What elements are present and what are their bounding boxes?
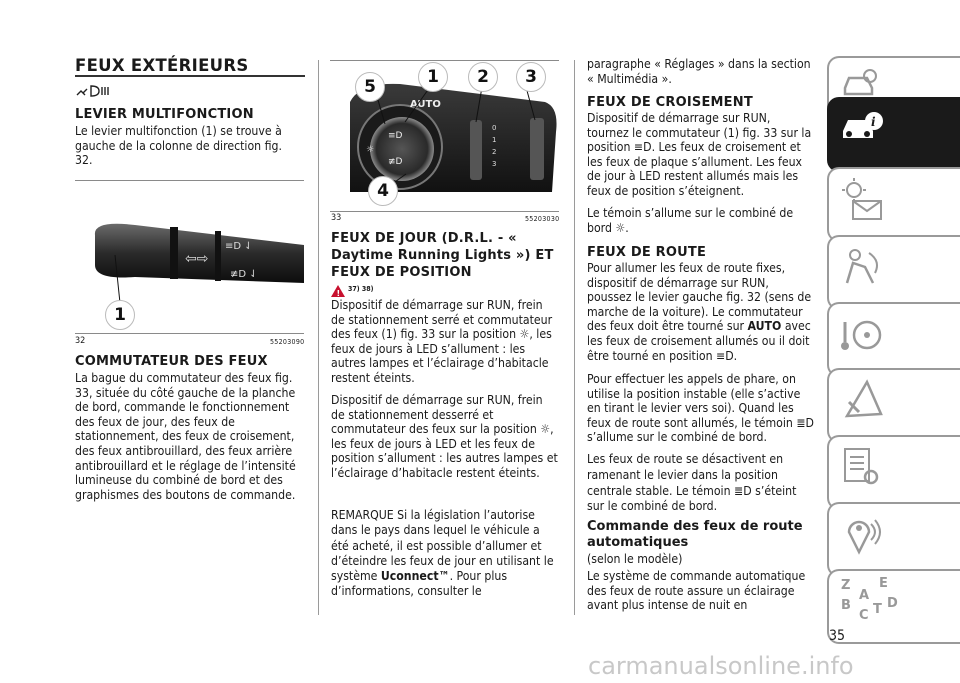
switch-heading: COMMUTATEUR DES FEUX	[75, 354, 268, 369]
car-info-active-icon	[839, 105, 885, 145]
svg-text:A: A	[859, 588, 870, 603]
driving-icon	[839, 310, 885, 360]
auto-label: AUTO	[747, 319, 782, 334]
low-beam-paragraph-1	[587, 111, 815, 199]
low-beam-icon	[75, 83, 111, 103]
figure-rule	[330, 60, 559, 61]
figure-rule	[75, 333, 304, 334]
svg-text:C: C	[859, 608, 869, 623]
auto-high-beam-heading: Commande des feux de route automatiques	[587, 519, 803, 550]
low-beam-paragraph-2	[587, 206, 815, 235]
figure-32	[75, 185, 304, 330]
tab-index[interactable]	[827, 569, 960, 644]
drl-heading: FEUX DE JOUR (D.R.L. - « Daytime Running Lights ») ET FEUX DE POSITION	[331, 231, 554, 280]
fig33-callout-2: 2	[468, 62, 498, 92]
tab-driving[interactable]	[827, 302, 960, 377]
multimedia-icon	[839, 510, 885, 560]
fig33-ref: 55203030	[525, 215, 560, 223]
figure-rule	[75, 180, 304, 181]
tab-emergency[interactable]	[827, 368, 960, 443]
watermark: carmanualsonline.info	[588, 652, 854, 680]
high-text-b: avec les feux de croisement allumés ou il doit être tourné en position	[587, 319, 811, 363]
warning-refs: 37) 38)	[348, 285, 374, 293]
drl-paragraph-1: Dispositif de démarrage sur RUN, frein de stationnement serré et commutateur des feux (1) fig. 33 sur la position ⁠☼⁠, les feux de jours à LED s’allument : les autres lampes et l’éclairage d’habitacle restent éteints.	[331, 298, 553, 385]
high-beam-icon: ≣D	[734, 483, 752, 498]
fig33-callout-5: 5	[355, 72, 385, 102]
high-beam-icon: ≣D	[796, 415, 814, 430]
low-text-b: . Les feux de croisement et les feux de plaque s’allument. Les feux de jour à LED restent allumés mais les feux de position s’éteignent.	[587, 140, 803, 198]
fig32-ref: 55203090	[270, 338, 305, 346]
right-paragraph-0: paragraphe « Réglages » dans la section « Multimédia ».	[587, 57, 811, 86]
high-text-a: Pour allumer les feux de route fixes, dispositif de démarrage sur RUN, poussez le levier gauche fig. 32 (sens de marche de la voiture). Le commutateur des feux doit être tourné sur	[587, 261, 812, 334]
drl-paragraph-2: Dispositif de démarrage sur RUN, frein de stationnement desserré et commutateur des feux sur la position ☼, les feux de jours à LED et les feux de position s’allument : les autres lampes et l’éclairage d’habitacle restent éteints.	[331, 393, 558, 480]
figure-33	[330, 62, 559, 210]
page-title: FEUX EXTÉRIEURS	[75, 56, 249, 75]
high-text-c: Pour effectuer les appels de phare, on utilise la position instable (elle s’active en tirant le levier vers soi). Quand les feux de route sont allumés, le témoin	[587, 372, 801, 430]
svg-text:Z: Z	[841, 578, 851, 593]
svg-text:!: !	[336, 289, 341, 297]
figure-rule	[330, 211, 559, 212]
svg-text:≢D ⇃: ≢D ⇃	[230, 269, 258, 280]
high-beam-paragraph-1	[587, 261, 815, 363]
svg-text:B: B	[841, 598, 851, 613]
svg-text:≡D ⇃: ≡D ⇃	[225, 241, 253, 252]
note-text-end: . Pour plus d’informations, consulter le	[331, 569, 508, 599]
fig32-number: 32	[75, 336, 86, 346]
low-text-a: Dispositif de démarrage sur RUN, tournez le commutateur (1) fig. 33 sur la position	[587, 111, 812, 155]
svg-text:2: 2	[492, 148, 497, 156]
lever-heading: LEVIER MULTIFONCTION	[75, 107, 254, 122]
switch-text: La bague du commutateur des feux fig. 33, située du côté gauche de la planche de bord, commande le fonctionnement des feux de jour, des feux de stationnement, des feux de croisement, des feux antibrouillard, des feux arrière antibrouillard et le réglage de l’intensité lumineuse du combiné de bord et des graphismes des boutons de commande.	[75, 371, 296, 502]
index-icon	[839, 577, 899, 627]
tab-maintenance[interactable]	[827, 435, 960, 510]
high-beam-paragraph-3	[587, 452, 815, 515]
tab-multimedia[interactable]	[827, 502, 960, 577]
high-beam-paragraph-2	[587, 372, 815, 445]
svg-text:≡D: ≡D	[388, 131, 403, 141]
column-divider	[318, 60, 319, 615]
high-text-f: s’éteint sur le combiné de bord.	[587, 483, 797, 514]
page-number: 35	[829, 628, 846, 644]
svg-text:E: E	[879, 577, 888, 591]
svg-text:⇦⇨: ⇦⇨	[185, 251, 209, 267]
svg-text:3: 3	[492, 160, 497, 168]
maintenance-icon	[839, 443, 885, 493]
fig33-callout-1: 1	[418, 62, 448, 92]
emergency-icon	[839, 376, 885, 426]
low-beam-heading: FEUX DE CROISEMENT	[587, 95, 753, 110]
lever-text: Le levier multifonction (1) se trouve à gauche de la colonne de direction fig. 32.	[75, 124, 282, 168]
auto-high-beam-paragraph: Le système de commande automatique des feux de route assure un éclairage avant plus intense de nuit en	[587, 569, 806, 613]
svg-text:T: T	[873, 602, 882, 617]
tab-car-info-active[interactable]	[827, 97, 960, 172]
svg-text:☼: ☼	[366, 145, 375, 155]
warning-lights-icon	[839, 175, 885, 225]
fig33-number: 33	[331, 213, 342, 223]
high-text-e: Les feux de route se désactivent en ramenant le levier dans la position centrale stable. Le témoin	[587, 452, 784, 498]
low-text-c: Le témoin s’allume sur le combiné de bord	[587, 206, 794, 235]
svg-text:i: i	[871, 115, 876, 129]
auto-high-beam-sub: (selon le modèle)	[587, 552, 683, 566]
auto-label: AUTO	[410, 99, 441, 110]
fig33-callout-4: 4	[368, 176, 398, 206]
title-rule	[75, 75, 305, 77]
low-beam-icon: ≡D	[633, 140, 652, 155]
note-text: REMARQUE Si la législation l’autorise dans le pays dans lequel le véhicule a été acheté, il est possible d’allumer et d’éteindre les feux de jour en utilisant le système	[331, 508, 554, 584]
svg-text:≢D: ≢D	[388, 157, 403, 167]
low-beam-icon: ≡D.	[716, 348, 738, 363]
column-divider	[574, 60, 575, 615]
svg-text:1: 1	[492, 136, 497, 144]
drl-note	[331, 508, 559, 600]
fig33-callout-3: 3	[516, 62, 546, 92]
position-lights-icon: ☼.	[615, 220, 629, 235]
tab-safety[interactable]	[827, 235, 960, 310]
tab-warning-lights[interactable]	[827, 167, 960, 242]
fig32-callout: 1	[105, 300, 135, 330]
high-text-d: s’allume sur le combiné de bord.	[587, 430, 767, 445]
safety-icon	[839, 243, 885, 293]
high-beam-heading: FEUX DE ROUTE	[587, 245, 707, 260]
uconnect-label: Uconnect™	[380, 569, 450, 584]
svg-text:D: D	[887, 596, 898, 611]
svg-text:0: 0	[492, 124, 497, 132]
